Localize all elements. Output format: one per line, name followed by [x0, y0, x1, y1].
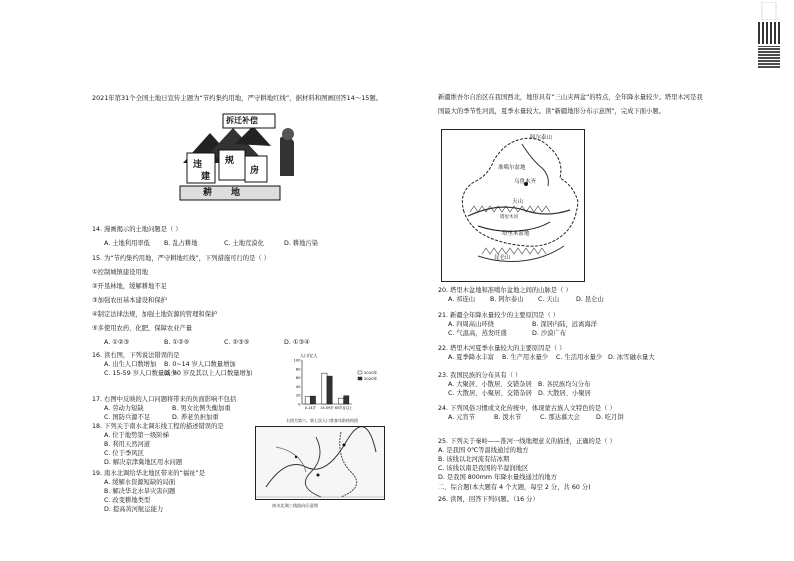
q14-option-c: C. 土地荒漠化 [224, 240, 264, 247]
q20-option-c: C. 天山 [538, 296, 559, 303]
q15-item: ①控制城镇建设用地 [92, 269, 149, 276]
q16-option-a: A. 出生人口数增加 [104, 361, 157, 368]
q21-option-b: B. 深居内陆，远离海洋 [532, 321, 597, 328]
q18-option-c: C. 位于季风区 [104, 450, 144, 457]
q22-option-b: B. 生产用水量少 [502, 354, 549, 361]
q20-option-d: D. 昆仑山 [576, 296, 604, 303]
bar-2010年 [322, 373, 327, 404]
q16-option-d: D. 60 岁及其以上人口数量增加 [164, 370, 253, 377]
q20-stem: 20. 塔里木盆地和准噶尔盆地之间的山脉是（ ） [438, 287, 572, 294]
q25-option-c: C. 该线以南是我国的半湿润地区 [438, 465, 529, 472]
qr-code-icon [758, 22, 780, 44]
water-transfer-map [255, 426, 385, 500]
q21-option-a: A. 四周高山环绕 [448, 321, 494, 328]
chart-caption: 右图为第六、第七次人口普查年龄结构图 [286, 418, 358, 423]
xinjiang-intro-2: 国最大的季节性河流，夏季水量较大。读“新疆地形分布示意图”，完成下面小题。 [438, 108, 665, 115]
cartoon-illustration [175, 108, 305, 208]
q24-stem: 24. 下列风俗习惯或文化传统中，体现蒙古族人文特色的是（ ） [438, 405, 616, 412]
q14-option-a: A. 土地利用率低 [104, 240, 150, 247]
y-tick-label: 60 [295, 376, 301, 381]
intro-q14-15: 2021年第31个全国土地日宣传主题为“节约集约用地，严守耕地红线”，据材料和图画回答14～15题。 [92, 94, 383, 102]
q16-option-c: C. 15-59 岁人口数量减少 [104, 370, 177, 377]
q15-stem: 15. 为“节约集约用地，严守耕地红线”，下列措施可行的是（ ） [92, 255, 270, 262]
xinjiang-intro-1: 新疆维吾尔自治区在我国西北，地形具有“三山夹两盆”的特点，全年降水量较少。塔里木河是我 [438, 94, 703, 101]
legend-swatch [358, 371, 362, 374]
label-tianshan: 天山 [512, 199, 524, 205]
q15-option-d: D. ①③④ [284, 339, 310, 346]
q20-option-b: B. 阿尔泰山 [490, 296, 524, 303]
q18-stem: 18. 下列关于南水北调东线工程的描述错误的是 [92, 423, 224, 430]
q18-option-d: D. 解决京津冀地区用水问题 [104, 459, 183, 466]
q25-option-b: B. 该线以北河流有结冰期 [438, 456, 510, 463]
section-2-heading: 二、综合题(本大题有 4 个大题，每空 2 分，共 60 分) [438, 484, 591, 491]
bar-2020年 [310, 396, 315, 404]
y-tick-label: 40 [295, 384, 301, 389]
q17-stem: 17. 右图中反映的人口问题将带来的负面影响不包括 [92, 396, 237, 403]
x-tick-label: 0-14岁 [304, 406, 316, 410]
q14-stem: 14. 漫画揭示的土地问题是（ ） [92, 226, 182, 233]
q19-option-d: D. 提高黄河航运能力 [104, 506, 164, 513]
q17-option-b: B. 男女比例失衡加重 [172, 405, 231, 412]
q22-option-d: D. 冰雪融水量大 [608, 354, 655, 361]
legend-swatch [358, 377, 362, 380]
q14-option-b: B. 乱占耕地 [164, 240, 198, 247]
q15-option-a: A. ①②③ [104, 339, 130, 346]
q18-option-b: B. 利用天然河道 [104, 441, 151, 448]
vertical-code-strip [760, 2, 778, 20]
label-urumqi: 乌鲁木齐 [514, 179, 537, 185]
q15-item: ③加强农田基本建设和保护 [92, 297, 167, 304]
x-tick-label: 60岁及以上 [334, 406, 353, 410]
q21-option-c: C. 气温高，蒸发旺盛 [448, 330, 507, 337]
q17-option-a: A. 劳动力短缺 [104, 405, 144, 412]
q19-option-b: B. 解决华北水旱灾害问题 [104, 488, 176, 495]
x-tick-label: 15-59岁 [320, 406, 334, 410]
legend-label: 2010年 [364, 370, 378, 375]
population-chart [288, 352, 388, 414]
q23-option-c: C. 大散居、小聚居、交错杂居 [448, 390, 532, 397]
y-tick-label: 20 [295, 393, 301, 398]
q16-option-b: B. 0~14 岁人口数量增加 [164, 361, 236, 368]
q21-stem: 21. 新疆全年降水量较少的主要原因是（ ） [438, 312, 560, 319]
q25-option-d: D. 是我国 800mm 年降水量线通过的地方 [438, 474, 558, 481]
q22-option-a: A. 夏季降水丰富 [448, 354, 494, 361]
y-tick-label: 80 [295, 367, 301, 372]
q16-stem: 16. 读右图，下列说法错误的是 [92, 352, 180, 359]
cartoon-sign: 拆迁补偿 [226, 116, 258, 125]
label-tarim-basin: 塔里木盆地 [502, 231, 530, 237]
map-caption: 南水北调三线流向示意图 [272, 503, 319, 508]
q25-option-a: A. 是我国 0℃等温线通过的地方 [438, 447, 529, 454]
bar-2010年 [305, 397, 310, 404]
q15-item: ②开垦林地，缓解耕地不足 [92, 283, 167, 290]
q21-option-d: D. 沙漠广布 [532, 330, 567, 337]
q23-option-b: B. 各民族均匀分布 [538, 381, 591, 388]
bar-2010年 [338, 398, 343, 404]
q24-option-b: B. 泼水节 [494, 414, 522, 421]
label-altai: 阿尔泰山 [530, 135, 553, 141]
bar-2020年 [344, 396, 349, 404]
cartoon-char: 规 [225, 156, 235, 166]
cartoon-char: 房 [250, 166, 260, 176]
cartoon-char: 耕 [203, 188, 213, 198]
q23-option-a: A. 大聚居、小散居、交错杂居 [448, 381, 532, 388]
legend-label: 2020年 [364, 376, 378, 381]
xinjiang-map [441, 129, 585, 282]
q20-option-a: A. 祁连山 [448, 296, 476, 303]
y-tick-label: 0 [298, 402, 301, 407]
q15-item: ④制定法律法规，加强土地资源的管理和保护 [92, 311, 218, 318]
q19-option-c: C. 改变耕地类型 [104, 497, 151, 504]
q25-stem: 25. 下列关于秦岭——淮河一线地理意义的描述，正确的是（ ） [438, 438, 616, 445]
cartoon-char: 违 [193, 160, 203, 170]
qr-code-icon-2 [758, 46, 780, 68]
q22-option-c: C. 生活用水量少 [556, 354, 603, 361]
q17-option-c: C. 国防兵源不足 [104, 414, 151, 421]
q14-option-d: D. 耕地污染 [284, 240, 319, 247]
bar-2020年 [327, 376, 332, 404]
q17-option-d: D. 养老负担加重 [172, 414, 219, 421]
q23-option-d: D. 大散居、小聚居 [538, 390, 591, 397]
y-axis-label: 人口/亿人 [300, 353, 318, 358]
q23-stem: 23. 我国民族的分布具有（ ） [438, 372, 522, 379]
q24-option-c: C. 那达慕大会 [540, 414, 580, 421]
cartoon-char: 建 [201, 172, 211, 182]
q15-item: ⑤多使用农药、化肥，保障农业产量 [92, 325, 193, 332]
q19-option-a: A. 缓解水资源短缺的局面 [104, 479, 176, 486]
label-junggar: 准噶尔盆地 [498, 165, 526, 171]
q22-stem: 22. 塔里木河夏季水量较大的主要原因是（ ） [438, 345, 566, 352]
q15-option-b: B. ①②⑤ [164, 339, 190, 346]
cartoon-char: 地 [231, 188, 241, 198]
q24-option-d: D. 吃月饼 [596, 414, 624, 421]
q26-stem: 26. 读图，回答下列问题。（16 分） [438, 496, 539, 503]
q19-stem: 19. 南水北调给华北地区带来的“福祉”是 [92, 470, 205, 477]
label-kunlun: 昆仑山 [494, 255, 511, 261]
label-tarim-river: 塔里木河 [500, 215, 518, 220]
q15-option-c: C. ②③⑤ [224, 339, 250, 346]
q18-option-a: A. 位于地势第一级阶梯 [104, 432, 169, 439]
y-tick-label: 100 [293, 358, 301, 363]
q24-option-a: A. 元宵节 [448, 414, 476, 421]
